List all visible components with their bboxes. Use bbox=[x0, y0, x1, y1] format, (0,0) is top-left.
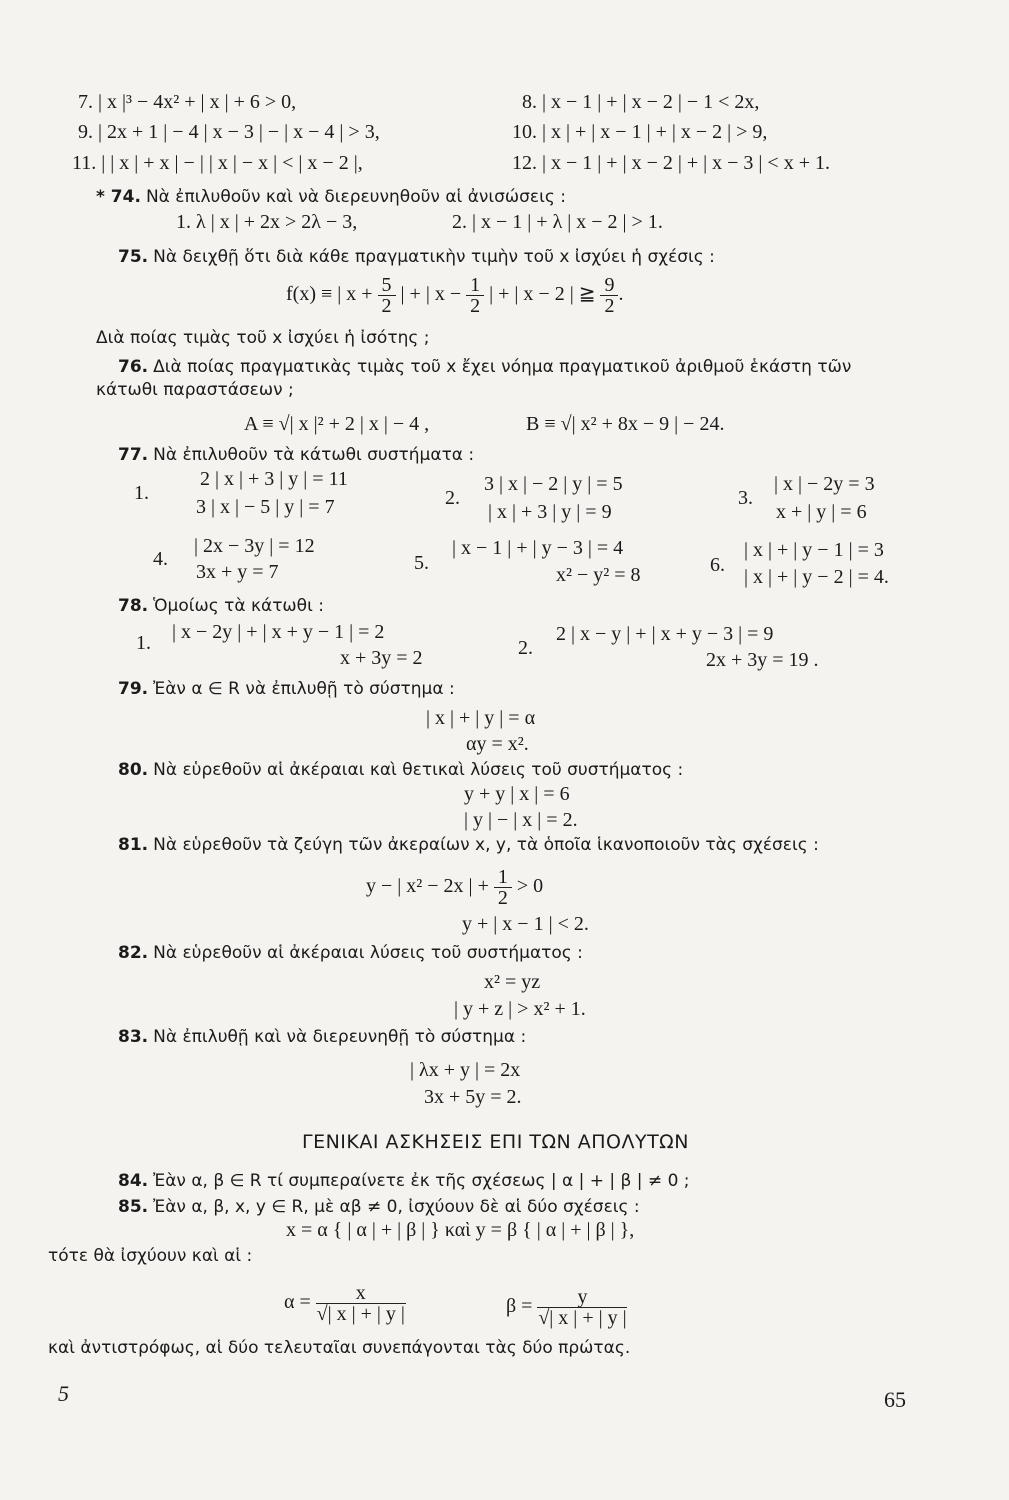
system-78-2-eq2: 2x + 3y = 19 . bbox=[706, 649, 819, 671]
system-5-eq2: x² − y² = 8 bbox=[556, 564, 641, 586]
formula-part: > 0 bbox=[516, 875, 544, 897]
problem-text: Νὰ εὑρεθοῦν αἱ ἀκέραιαι καὶ θετικαὶ λύσεις τοῦ συστήματος : bbox=[153, 760, 684, 780]
system-80-eq2: | y | − | x | = 2. bbox=[464, 809, 578, 831]
problem-number: 76. bbox=[118, 357, 149, 377]
problem-number: 85. bbox=[118, 1197, 149, 1217]
page-number: 65 bbox=[884, 1387, 906, 1412]
problem-74 bbox=[96, 184, 566, 209]
system-1-eq2: 3 | x | − 5 | y | = 7 bbox=[196, 496, 335, 518]
formula-part: y − | x² − 2x | + bbox=[366, 875, 489, 897]
problem-85 bbox=[118, 1194, 640, 1219]
problem-number: * 74. bbox=[96, 187, 141, 207]
system-78-1-eq1: | x − 2y | + | x + y − 1 | = 2 bbox=[172, 621, 385, 643]
system-6-number: 6. bbox=[710, 554, 725, 576]
problem-text: Νὰ ἐπιλυθῇ καὶ νὰ διερευνηθῇ τὸ σύστημα : bbox=[153, 1027, 527, 1047]
system-1-eq1: 2 | x | + 3 | y | = 11 bbox=[200, 468, 348, 490]
formula-75: f(x) ≡ | x + $\frac{5}{2}$ | + | x − $\frac{1}{2}$ | + | x − 2 | ≧ $\frac{9}{2}$ . bbox=[286, 273, 624, 317]
expression-b: B ≡ √| x² + 8x − 9 | − 24. bbox=[526, 413, 725, 435]
system-78-1-eq2: x + 3y = 2 bbox=[340, 647, 423, 669]
problem-85-conclusion: καὶ ἀντιστρόφως, αἱ δύο τελευταῖαι συνεπάγονται τὰς δύο πρώτας. bbox=[48, 1338, 631, 1358]
fraction: $\frac{1}{2}$ bbox=[466, 275, 484, 316]
expression-a: A ≡ √| x |² + 2 | x | − 4 , bbox=[244, 413, 430, 435]
formula-part: f(x) ≡ | x + bbox=[286, 283, 373, 305]
system-3-eq2: x + | y | = 6 bbox=[776, 501, 867, 523]
problem-80 bbox=[118, 757, 683, 782]
problem-number: 81. bbox=[118, 835, 149, 855]
system-83-eq2: 3x + 5y = 2. bbox=[424, 1086, 522, 1108]
problem-number: 78. bbox=[118, 596, 149, 616]
problem-text: Νὰ δειχθῇ ὅτι διὰ κάθε πραγματικὴν τιμὴν τοῦ x ἰσχύει ἡ σχέσις : bbox=[153, 247, 715, 267]
formula-part: | + | x − bbox=[400, 283, 462, 305]
formula-part: | + | x − 2 | ≧ bbox=[489, 283, 596, 305]
system-5-number: 5. bbox=[414, 552, 429, 574]
system-78-2-eq1: 2 | x − y | + | x + y − 3 | = 9 bbox=[556, 623, 774, 645]
formula-part: β = bbox=[506, 1295, 533, 1317]
system-2-eq2: | x | + 3 | y | = 9 bbox=[488, 501, 612, 523]
problem-text: Ὁμοίως τὰ κάτωθι : bbox=[153, 596, 324, 616]
system-3-eq1: | x | − 2y = 3 bbox=[774, 473, 875, 495]
fraction: $\frac{x}{√| x | + | y |}$ bbox=[316, 1281, 405, 1325]
problem-number: 84. bbox=[118, 1171, 149, 1191]
problem-75-question: Διὰ ποίας τιμὰς τοῦ x ἰσχύει ἡ ἰσότης ; bbox=[96, 328, 430, 348]
problem-number: 77. bbox=[118, 445, 149, 465]
system-3-number: 3. bbox=[738, 487, 753, 509]
exercise-12: 12. | x − 1 | + | x − 2 | + | x − 3 | < x + 1. bbox=[512, 152, 830, 174]
problem-text: Νὰ εὑρεθοῦν τὰ ζεύγη τῶν ἀκεραίων x, y, τὰ ὁποῖα ἱκανοποιοῦν τὰς σχέσεις : bbox=[153, 835, 819, 855]
problem-number: 80. bbox=[118, 760, 149, 780]
section-heading: ΓΕΝΙΚΑΙ ΑΣΚΗΣΕΙΣ ΕΠΙ ΤΩΝ ΑΠΟΛΥΤΩΝ bbox=[302, 1131, 689, 1153]
inequality-81-2: y + | x − 1 | < 2. bbox=[462, 913, 589, 935]
problem-text: Ἐὰν α ∈ R νὰ ἐπιλυθῇ τὸ σύστημα : bbox=[153, 679, 455, 699]
signature-mark: 5 bbox=[58, 1381, 69, 1406]
fraction: $\frac{9}{2}$ bbox=[600, 275, 618, 316]
problem-85-then: τότε θὰ ἰσχύουν καὶ αἱ : bbox=[48, 1246, 253, 1266]
system-4-number: 4. bbox=[153, 548, 168, 570]
system-83-eq1: | λx + y | = 2x bbox=[410, 1059, 521, 1081]
system-6-eq2: | x | + | y − 2 | = 4. bbox=[744, 566, 889, 588]
system-5-eq1: | x − 1 | + | y − 3 | = 4 bbox=[452, 537, 624, 559]
problem-number: 82. bbox=[118, 943, 149, 963]
fraction: $\frac{5}{2}$ bbox=[378, 275, 396, 316]
problem-81 bbox=[118, 832, 819, 857]
fraction: $\frac{1}{2}$ bbox=[494, 867, 512, 908]
problem-79 bbox=[118, 676, 455, 701]
system-2-eq1: 3 | x | − 2 | y | = 5 bbox=[484, 473, 623, 495]
problem-text: Ἐὰν α, β, x, y ∈ R, μὲ αβ ≠ 0, ἰσχύουν δὲ αἱ δύο σχέσεις : bbox=[153, 1197, 640, 1217]
problem-82 bbox=[118, 940, 583, 965]
problem-74-part-2: 2. | x − 1 | + λ | x − 2 | > 1. bbox=[452, 211, 663, 233]
exercise-11: 11. | | x | + x | − | | x | − x | < | x − 2 |, bbox=[72, 152, 363, 174]
problem-number: 75. bbox=[118, 247, 149, 267]
system-82-eq2: | y + z | > x² + 1. bbox=[454, 998, 586, 1020]
relations-85: x = α { | α | + | β | } καὶ y = β { | α | + | β | }, bbox=[286, 1219, 635, 1241]
problem-text: Νὰ ἐπιλυθοῦν καὶ νὰ διερευνηθοῦν αἱ ἀνισώσεις : bbox=[145, 187, 566, 207]
problem-number: 83. bbox=[118, 1027, 149, 1047]
problem-76 bbox=[118, 354, 851, 379]
system-4-eq1: | 2x − 3y | = 12 bbox=[194, 535, 315, 557]
problem-number: 79. bbox=[118, 679, 149, 699]
problem-77 bbox=[118, 442, 474, 467]
system-6-eq1: | x | + | y − 1 | = 3 bbox=[744, 539, 884, 561]
problem-75 bbox=[118, 244, 715, 269]
system-2-number: 2. bbox=[445, 487, 460, 509]
system-80-eq1: y + y | x | = 6 bbox=[464, 783, 570, 805]
fraction: $\frac{y}{√| x | + | y |}$ bbox=[538, 1285, 627, 1329]
formula-alpha bbox=[284, 1272, 406, 1332]
problem-text: Νὰ εὑρεθοῦν αἱ ἀκέραιαι λύσεις τοῦ συστήματος : bbox=[153, 943, 583, 963]
exercise-10: 10. | x | + | x − 1 | + | x − 2 | > 9, bbox=[512, 121, 768, 143]
inequality-81-1 bbox=[366, 864, 543, 908]
formula-beta bbox=[506, 1276, 627, 1336]
problem-84 bbox=[118, 1168, 690, 1193]
problem-83 bbox=[118, 1024, 526, 1049]
problem-text: Διὰ ποίας πραγματικὰς τιμὰς τοῦ x ἔχει νόημα πραγματικοῦ ἀριθμοῦ ἑκάστη τῶν bbox=[153, 357, 852, 377]
problem-text: Ἐὰν α, β ∈ R τί συμπεραίνετε ἐκ τῆς σχέσεως | α | + | β | ≠ 0 ; bbox=[153, 1171, 690, 1191]
system-1-number: 1. bbox=[134, 482, 149, 504]
exercise-7: 7. | x |³ − 4x² + | x | + 6 > 0, bbox=[78, 91, 297, 113]
problem-76-text-cont: κάτωθι παραστάσεων ; bbox=[96, 380, 294, 400]
system-4-eq2: 3x + y = 7 bbox=[196, 561, 279, 583]
exercise-9: 9. | 2x + 1 | − 4 | x − 3 | − | x − 4 | > 3, bbox=[78, 121, 380, 143]
system-78-1-number: 1. bbox=[136, 632, 151, 654]
system-79-eq2: αy = x². bbox=[466, 733, 529, 755]
problem-text: Νὰ ἐπιλυθοῦν τὰ κάτωθι συστήματα : bbox=[153, 445, 475, 465]
system-79-eq1: | x | + | y | = α bbox=[426, 707, 536, 729]
problem-74-part-1: 1. λ | x | + 2x > 2λ − 3, bbox=[176, 211, 358, 233]
formula-part: α = bbox=[284, 1291, 311, 1313]
problem-78 bbox=[118, 593, 324, 618]
system-78-2-number: 2. bbox=[518, 637, 533, 659]
system-82-eq1: x² = yz bbox=[484, 971, 541, 993]
exercise-8: 8. | x − 1 | + | x − 2 | − 1 < 2x, bbox=[522, 91, 760, 113]
